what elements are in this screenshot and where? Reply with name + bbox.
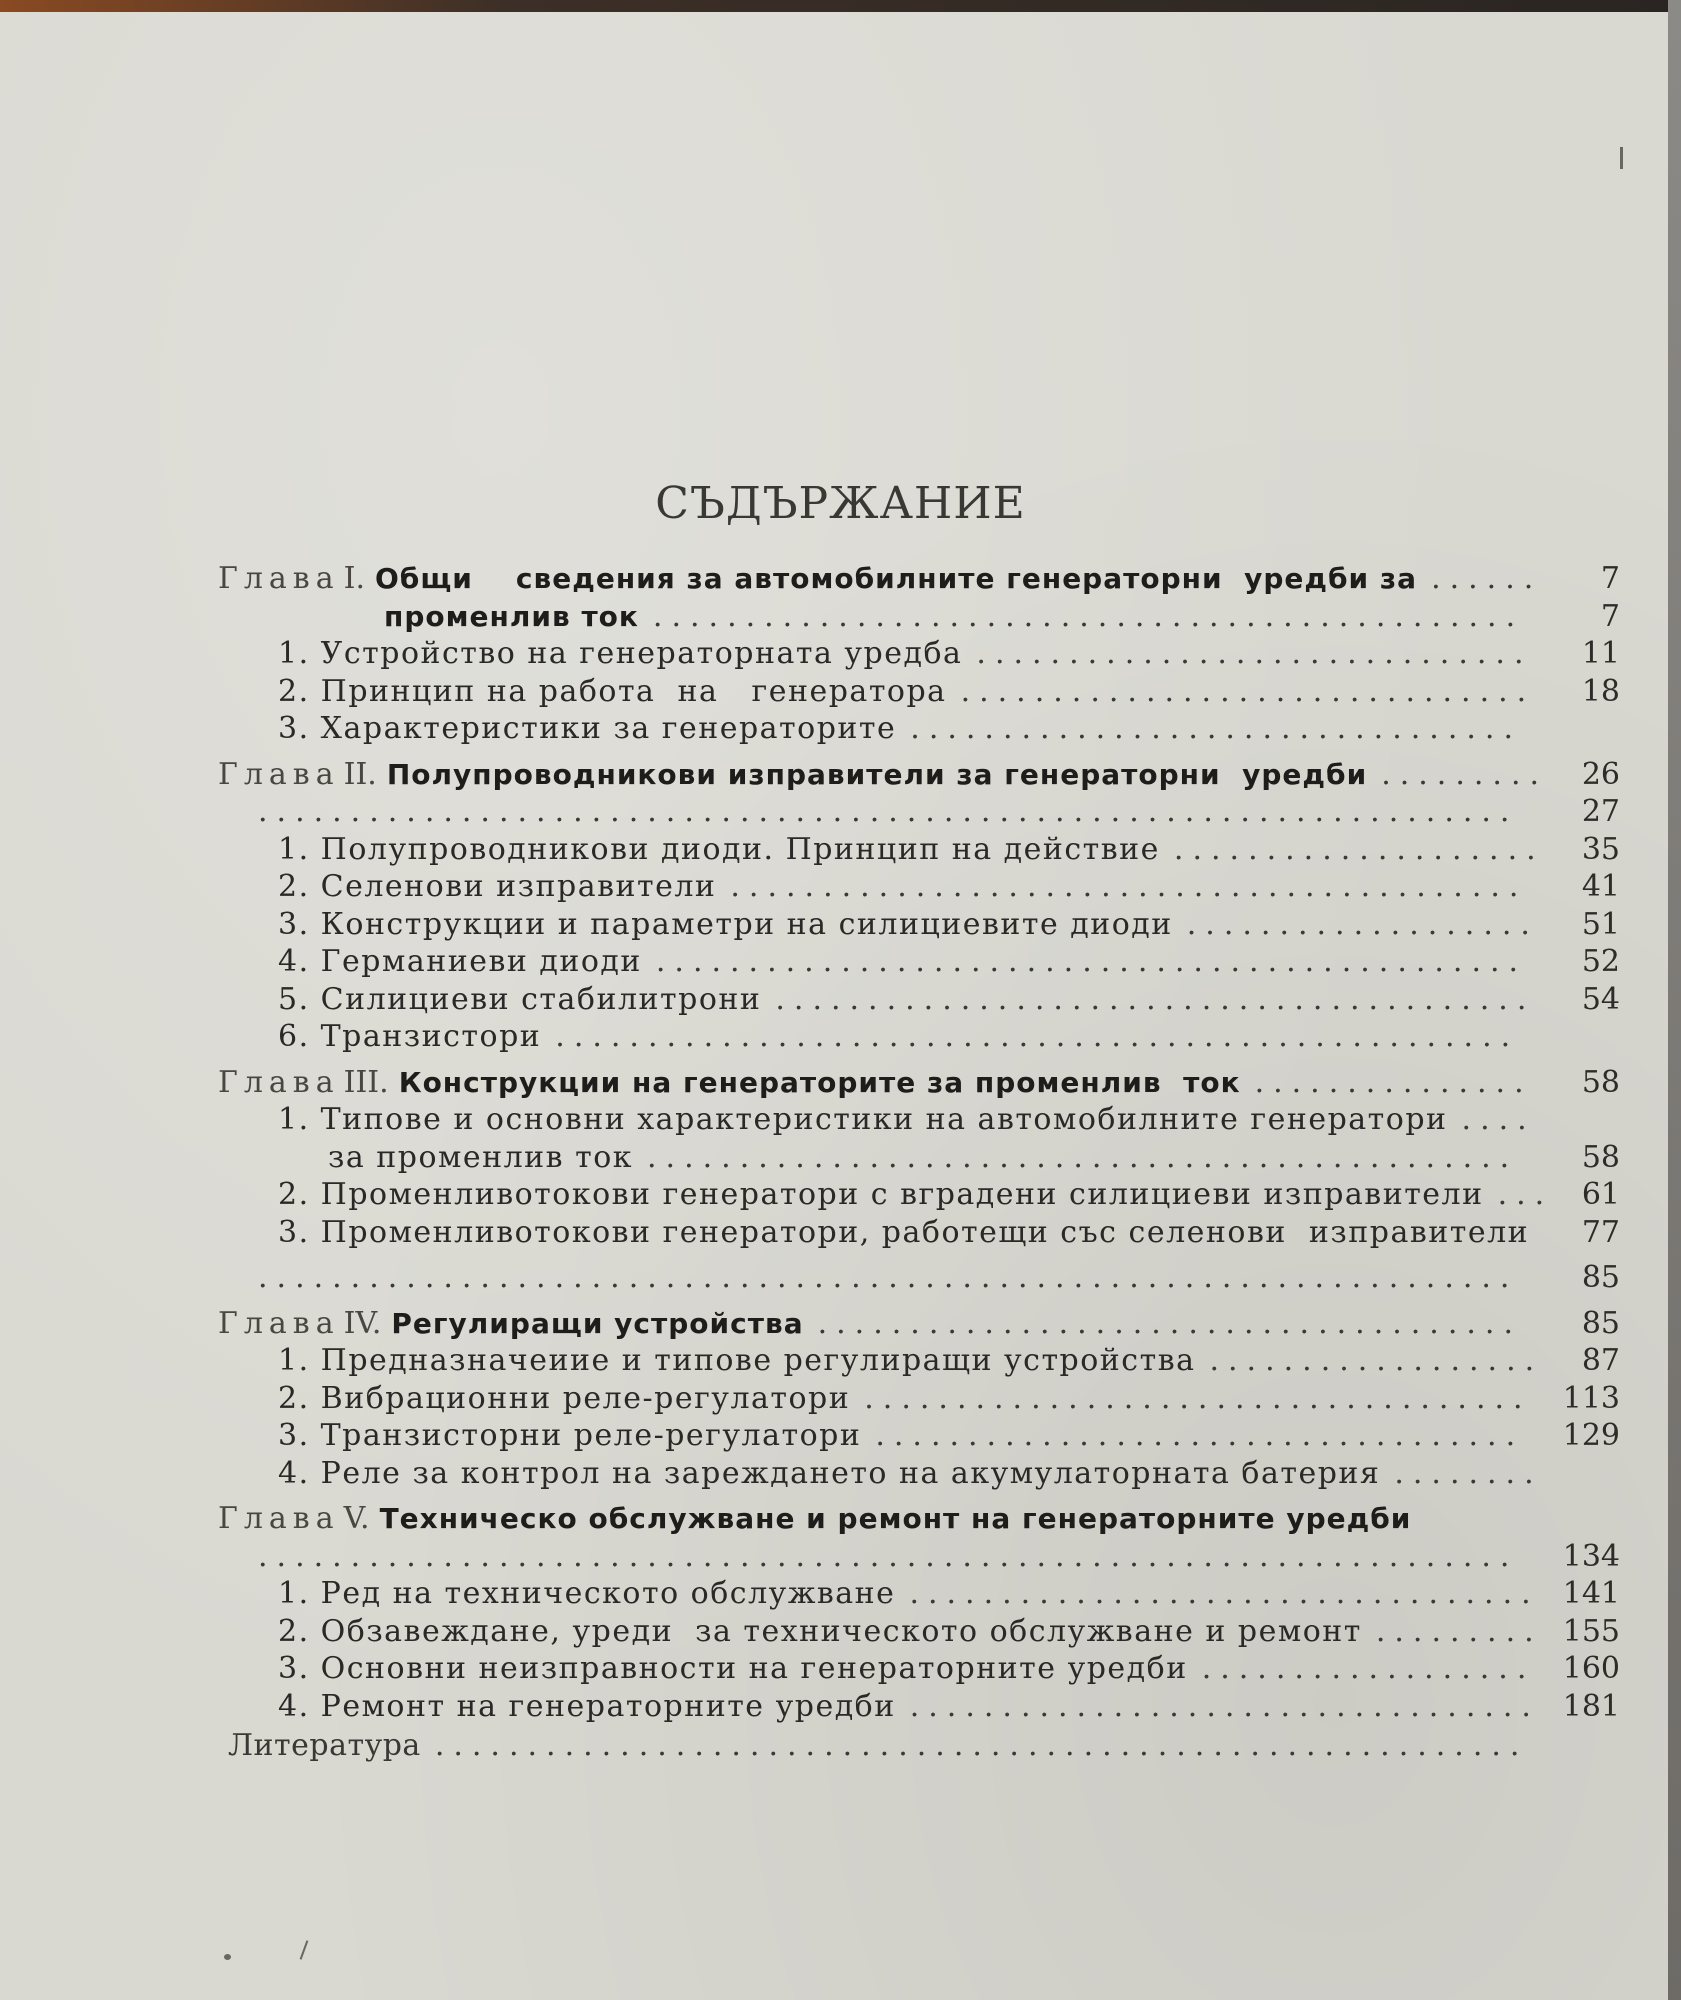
chapter-number: II. xyxy=(343,756,377,792)
dot-leader: ................................. xyxy=(910,711,1522,746)
chapter-title: Конструкции на генераторите за променлив ток xyxy=(398,1065,1241,1099)
chapter-word: Глава xyxy=(218,756,340,792)
dot-leader: ......... xyxy=(1375,1613,1543,1649)
page-number: 155 xyxy=(1562,1613,1620,1649)
section-title: 3. Характеристики за генераторите xyxy=(278,711,897,746)
dot-leader: .................................. xyxy=(909,1576,1540,1611)
dot-leader: ........................................... xyxy=(730,869,1528,904)
chapter-word: Глава xyxy=(218,1501,340,1536)
toc-row xyxy=(218,1500,1628,1538)
toc-row xyxy=(218,756,1628,794)
page-number: 27 xyxy=(1581,794,1620,829)
toc-row xyxy=(218,673,1628,711)
chapter-number: III. xyxy=(343,1064,389,1100)
chapter-heading xyxy=(218,560,1417,598)
toc-row xyxy=(218,1380,1628,1418)
chapter-word: Глава xyxy=(218,1064,340,1100)
page-number: 141 xyxy=(1562,1576,1620,1611)
chapter-number: IV. xyxy=(343,1305,382,1341)
toc-row xyxy=(218,1650,1628,1688)
toc-row xyxy=(218,1342,1628,1380)
page-number: 58 xyxy=(1581,1064,1620,1100)
chapter-word: Глава xyxy=(218,1305,340,1341)
page-number: 35 xyxy=(1581,831,1620,867)
toc-row xyxy=(218,868,1628,906)
page-number: 61 xyxy=(1581,1177,1620,1212)
book-right-edge xyxy=(1668,0,1681,2000)
dot-leader: ......................................... xyxy=(775,981,1536,1017)
page-number: 77 xyxy=(1581,1214,1620,1250)
toc-row xyxy=(218,598,1628,636)
section-title: 4. Реле за контрол на зареждането на акумулаторната батерия xyxy=(278,1455,1381,1491)
dot-leader: .................. xyxy=(1209,1343,1544,1378)
page-number: 87 xyxy=(1581,1343,1620,1378)
dot-leader: .................................................................... xyxy=(258,1538,1519,1574)
dot-leader: ............................................... xyxy=(655,944,1528,979)
dot-leader: ............... xyxy=(1254,1064,1533,1100)
section-title: 2. Вибрационни реле-регулатори xyxy=(278,1380,851,1416)
section-title-continuation: за променлив ток xyxy=(328,1139,634,1175)
dot-leader: ......... xyxy=(1381,756,1549,792)
dot-leader: .................................... xyxy=(864,1380,1532,1416)
dot-leader: .... xyxy=(1461,1102,1536,1137)
toc-row xyxy=(218,793,1628,831)
toc-row xyxy=(218,1575,1628,1613)
toc-row xyxy=(218,1538,1628,1576)
page-number: 7 xyxy=(1600,598,1620,634)
chapter-heading xyxy=(218,756,1367,794)
toc-row xyxy=(218,1139,1628,1177)
toc-row xyxy=(218,1688,1628,1726)
section-title: 1. Устройство на генераторната уредба xyxy=(278,636,963,671)
section-title: 5. Силициеви стабилитрони xyxy=(278,981,762,1017)
toc-row xyxy=(218,943,1628,981)
section-title: 1. Ред на техническото обслужване xyxy=(278,1576,896,1611)
page-number: 113 xyxy=(1562,1380,1620,1416)
page-number: 54 xyxy=(1581,981,1620,1017)
toc-row xyxy=(218,635,1628,673)
toc-row xyxy=(218,1214,1628,1252)
page-number: 85 xyxy=(1581,1305,1620,1341)
toc-row xyxy=(218,981,1628,1019)
dot-leader: ........ xyxy=(1394,1455,1543,1491)
chapter-title: Общи сведения за автомобилните генераторни уредби за xyxy=(374,562,1418,595)
dot-leader: .................................. xyxy=(909,1688,1540,1724)
chapter-title: Полупроводникови изправители за генераторни уредби xyxy=(386,757,1368,791)
chapter-number: I. xyxy=(343,561,365,596)
page-number: 134 xyxy=(1562,1538,1620,1574)
chapter-title-continuation: променлив ток xyxy=(384,599,639,633)
toc-row xyxy=(218,831,1628,869)
dot-leader: ...... xyxy=(1431,561,1543,596)
dot-leader: ... xyxy=(1497,1177,1554,1212)
section-title: 3. Променливотокови генератори, работещи със селенови изправители xyxy=(278,1214,1530,1250)
page-title: СЪДЪРЖАНИЕ xyxy=(655,478,1026,529)
section-title: 2. Обзавеждане, уреди за техническото обслужване и ремонт xyxy=(278,1613,1362,1649)
section-title: 1. Полупроводникови диоди. Принцип на действие xyxy=(278,831,1160,867)
page-number: 181 xyxy=(1562,1688,1620,1724)
toc-row xyxy=(218,1064,1628,1102)
dot-leader: ........................................................... xyxy=(434,1728,1529,1763)
toc-row xyxy=(218,1455,1628,1493)
dot-leader: .............................. xyxy=(976,636,1533,671)
dot-leader: ............................................... xyxy=(652,598,1525,634)
section-title: 3. Основни неизправности на генераторните уредби xyxy=(278,1651,1188,1686)
toc-row xyxy=(218,1305,1628,1343)
toc-row xyxy=(218,710,1628,748)
page-number: 11 xyxy=(1581,636,1620,671)
section-title: 1. Предназначеиие и типове регулиращи устройства xyxy=(278,1343,1196,1378)
dot-leader: .................. xyxy=(1201,1651,1536,1686)
page-number: 26 xyxy=(1581,756,1620,792)
page-number: 58 xyxy=(1581,1139,1620,1175)
page-number: 85 xyxy=(1581,1260,1620,1295)
toc-row xyxy=(218,906,1628,944)
page-number: 129 xyxy=(1562,1418,1620,1453)
chapter-number: V. xyxy=(343,1501,370,1536)
toc-row xyxy=(218,1259,1628,1297)
chapter-title: Техническо обслужване и ремонт на генераторните уредби xyxy=(379,1502,1412,1535)
page-number: 160 xyxy=(1562,1651,1620,1686)
toc-row xyxy=(218,1101,1628,1139)
toc-row xyxy=(218,560,1628,598)
chapter-heading xyxy=(218,1064,1241,1102)
dot-leader: .................................................................... xyxy=(258,794,1519,829)
dot-leader: .................... xyxy=(1173,831,1545,867)
section-title: 2. Селенови изправители xyxy=(278,869,717,904)
toc-row xyxy=(218,1613,1628,1651)
toc-row xyxy=(218,1727,1628,1765)
toc-row xyxy=(218,1176,1628,1214)
section-title: 2. Принцип на работа на генератора xyxy=(278,673,947,709)
section-title: 3. Транзисторни реле-регулатори xyxy=(278,1418,862,1453)
page-number: 52 xyxy=(1581,944,1620,979)
toc-row xyxy=(218,1018,1628,1056)
chapter-title: Регулиращи устройства xyxy=(391,1306,804,1340)
chapter-heading xyxy=(218,1500,1411,1538)
toc-row xyxy=(218,1417,1628,1455)
section-title: 4. Ремонт на генераторните уредби xyxy=(278,1688,896,1724)
dot-leader: ............................................... xyxy=(647,1139,1519,1175)
dot-leader: ................... xyxy=(1186,906,1539,942)
section-title: 3. Конструкции и параметри на силициевите диоди xyxy=(278,906,1173,942)
chapter-word: Глава xyxy=(218,561,340,596)
literature-label: Литература xyxy=(228,1728,421,1763)
pencil-mark-top-right xyxy=(1620,147,1623,169)
section-title: 2. Променливотокови генератори с вградени силициеви изправители xyxy=(278,1177,1484,1212)
page-number: 41 xyxy=(1581,869,1620,904)
dot-leader: .................................................... xyxy=(555,1019,1520,1054)
section-title: 4. Германиеви диоди xyxy=(278,944,642,979)
page-number: 18 xyxy=(1581,673,1620,709)
section-title: 6. Транзистори xyxy=(278,1019,542,1054)
dot-leader: ...................................... xyxy=(817,1305,1522,1341)
pencil-mark-bottom-left xyxy=(300,1940,309,1959)
chapter-heading xyxy=(218,1305,804,1343)
table-of-contents xyxy=(218,560,1628,1765)
dot-leader: .................................................................... xyxy=(258,1260,1519,1295)
ink-speck-bottom-left xyxy=(224,1954,231,1960)
page-number: 51 xyxy=(1581,906,1620,942)
dot-leader: ............................... xyxy=(960,673,1536,709)
dot-leader: ................................... xyxy=(875,1418,1525,1453)
section-title: 1. Типове и основни характеристики на автомобилните генератори xyxy=(278,1102,1448,1137)
page-number: 7 xyxy=(1600,561,1620,596)
